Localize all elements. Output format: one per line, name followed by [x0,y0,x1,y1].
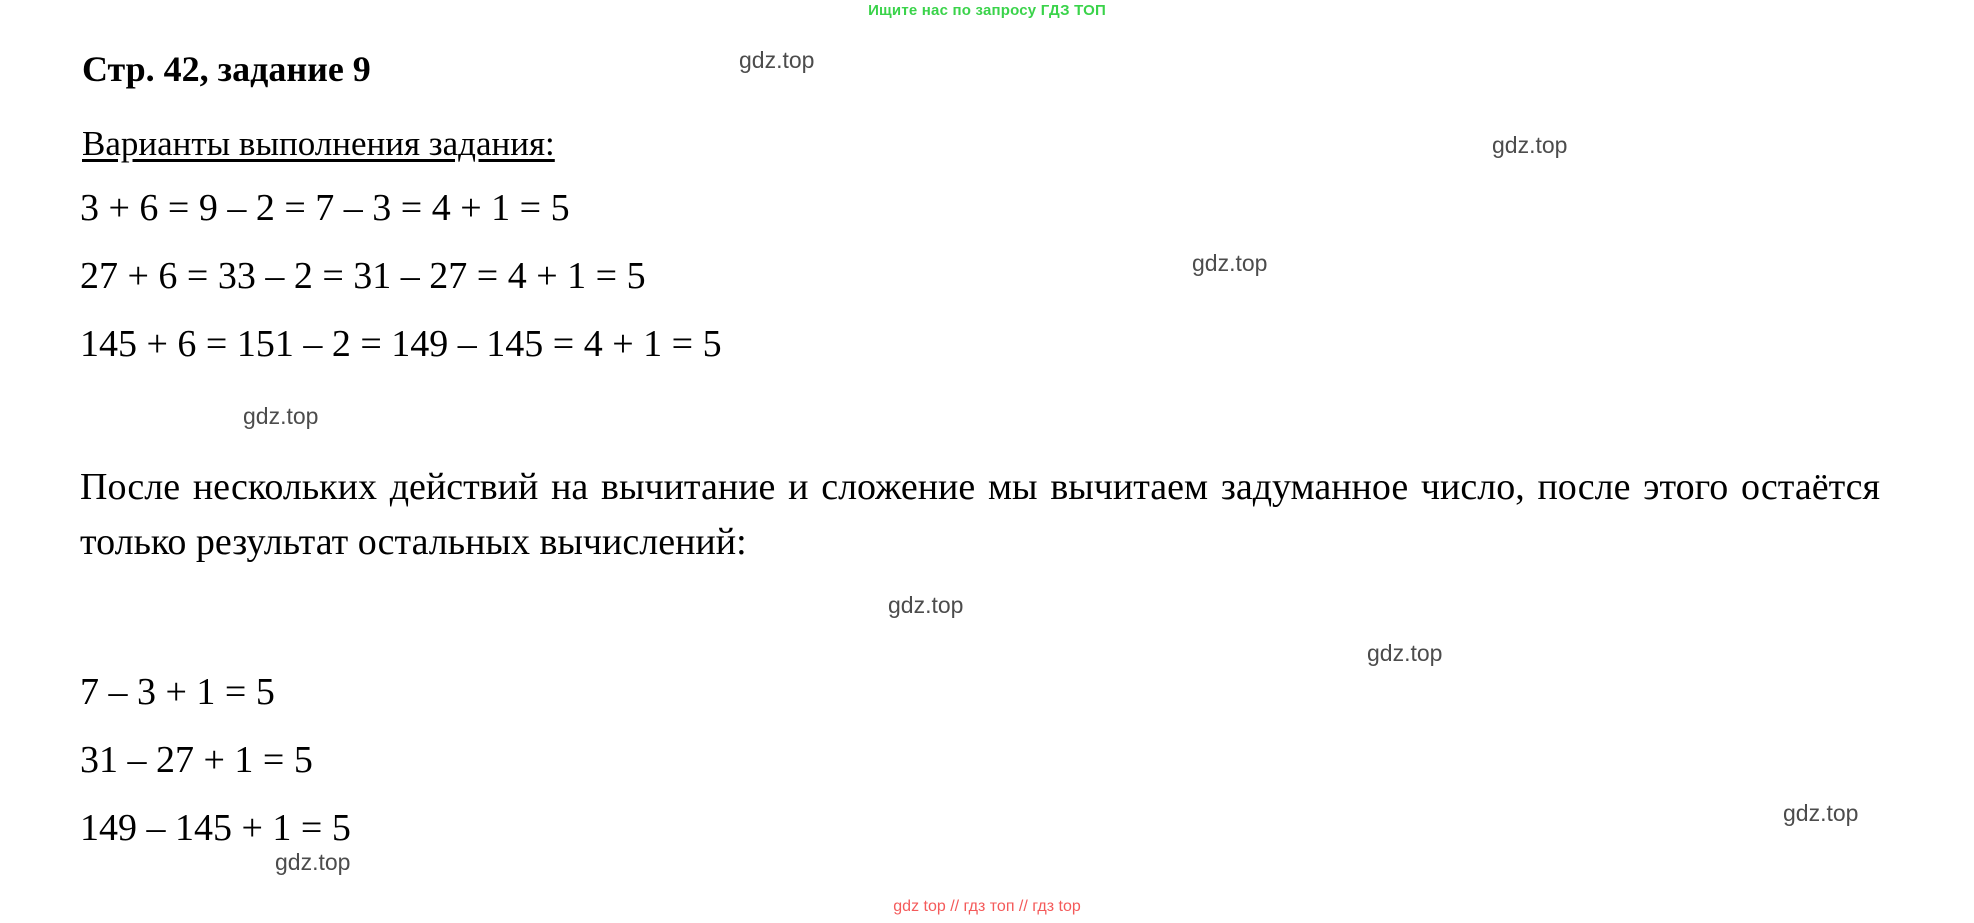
watermark: gdz.top [275,849,351,875]
page-title: Стр. 42, задание 9 [82,49,371,89]
watermark: gdz.top [739,47,815,73]
equation-line: 27 + 6 = 33 – 2 = 31 – 27 = 4 + 1 = 5 [80,255,646,297]
bottom-promo-banner: gdz top // гдз топ // гдз top [893,898,1081,915]
equation-line: 149 – 145 + 1 = 5 [80,807,351,849]
top-promo-banner: Ищите нас по запросу ГДЗ ТОП [868,2,1106,19]
watermark: gdz.top [1367,640,1443,666]
equation-line: 7 – 3 + 1 = 5 [80,671,275,713]
equation-line: 145 + 6 = 151 – 2 = 149 – 145 = 4 + 1 = 5 [80,323,722,365]
equation-line: 3 + 6 = 9 – 2 = 7 – 3 = 4 + 1 = 5 [80,187,570,229]
explanation-paragraph: После нескольких действий на вычитание и сложение мы вычитаем задуманное число, после этого остаётся только результат остальных вычислений: [80,466,1880,564]
watermark: gdz.top [1783,800,1859,826]
watermark: gdz.top [888,592,964,618]
equation-line: 31 – 27 + 1 = 5 [80,739,313,781]
watermark: gdz.top [1192,250,1268,276]
watermark: gdz.top [243,403,319,429]
section-subtitle: Варианты выполнения задания: [82,124,555,163]
watermark: gdz.top [1492,132,1568,158]
